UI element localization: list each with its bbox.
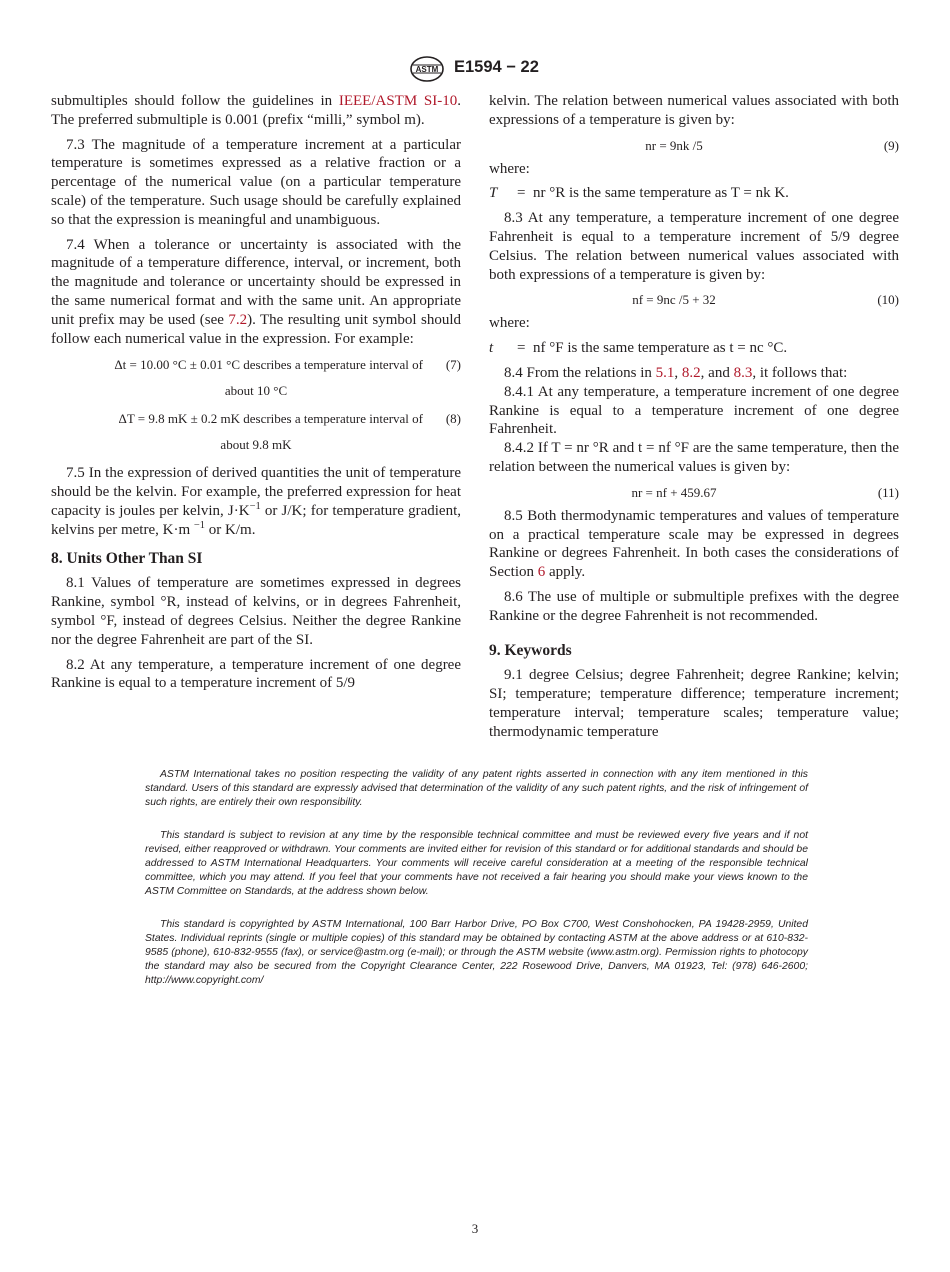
where-label-1: where:	[489, 160, 530, 177]
equation-9-text: nr = 9nk /5	[645, 137, 703, 153]
revision-notice: This standard is subject to revision at any time by the responsible technical committee and must be reviewed every five years and if not revised, either reapproved or withdrawn. Your comments are invited either for revision of this standard or for additional standards and should be addressed to ASTM International Headquarters. Your comments will receive careful consideration at a meeting of the responsible technical committee, which you may attend. If you feel that your comments have not received a fair hearing you should make your views known to the ASTM Committee on Standards, at the address shown below.	[145, 830, 808, 897]
left-column	[51, 92, 461, 699]
paragraph-8-6: 8.6 The use of multiple or submultiple prefixes with the degree Rankine or the degree Fahrenheit is not recommended.	[489, 588, 899, 624]
equation-10	[489, 290, 899, 310]
equation-10-text: nf = 9nc /5 + 32	[632, 292, 716, 308]
astm-logo-icon	[409, 56, 445, 82]
equation-11-text: nr = nf + 459.67	[631, 484, 717, 500]
where-label-2: where:	[489, 315, 530, 332]
equation-7	[51, 356, 461, 374]
equation-8-text: ΔT = 9.8 mK ± 0.2 mK describes a temperature interval of	[118, 411, 423, 427]
equation-8	[51, 410, 461, 428]
paragraph-8-4: 8.4 From the relations in 5.1, 8.2, and 8.3, it follows that:	[504, 364, 848, 381]
standard-designation: E1594 − 22	[454, 58, 539, 76]
paragraph-9-1: 9.1 degree Celsius; degree Fahrenheit; degree Rankine; kelvin; SI; temperature; temperature difference; temperature increment; temperature interval; temperature scales; temperature value; thermodynamic temperature	[489, 667, 899, 740]
where-definition-1: T = nr °R is the same temperature as T = nk K.	[489, 185, 789, 202]
equation-11-number: (11)	[877, 484, 899, 500]
link-section-8-2[interactable]: 8.2	[681, 364, 701, 381]
section-heading-8: 8. Units Other Than SI	[51, 549, 203, 567]
equation-8-number: (8)	[445, 411, 461, 427]
paragraph-7-5: 7.5 In the expression of derived quantities the unit of temperature should be the kelvin. For example, the preferred expression for heat capacity is joules per kelvin, $J\cdot K^{-1}$ or J/K; for temperature gradient, kelvins per metre, K·m $^{-1}$ or K/m.	[51, 465, 461, 538]
paragraph-7-2-continued: submultiples should follow the guidelines in IEEE/ASTM SI-10. The preferred submultiple is 0.001 (prefix “milli,” symbol m).	[51, 93, 461, 128]
copyright-notice: This standard is copyrighted by ASTM International, 100 Barr Harbor Drive, PO Box C700, West Conshohocken, PA 19428-2959, United States. Individual reprints (single or multiple copies) of this standard may be obtained by contacting ASTM at the above address or at 610-832-9585 (phone), 610-832-9555 (fax), or service@astm.org (e-mail); or through the ASTM website (www.astm.org). Permission rights to photocopy the standard may also be secured from the Copyright Clearance Center, 222 Rosewood Drive, Danvers, MA 01923, Tel: (978) 646-2600; http://www.copyright.com/	[145, 919, 808, 986]
right-column	[489, 92, 899, 748]
paragraph-8-4-1: 8.4.1 At any temperature, a temperature increment of one degree Rankine is equal to a temperature increment of one degree Fahrenheit.	[489, 383, 899, 438]
paragraph-8-5: 8.5 Both thermodynamic temperatures and values of temperature on a practical temperature scale may be expressed in degrees Rankine or degrees Fahrenheit. In both cases the considerations of Section 6 apply.	[489, 507, 899, 581]
patent-notice: ASTM International takes no position respecting the validity of any patent rights asserted in connection with any item mentioned in this standard. Users of this standard are expressly advised that determination of the validity of any such patent rights, and the risk of infringement of such rights, are entirely their own responsibility.	[145, 769, 808, 808]
equation-7-text: Δt = 10.00 °C ± 0.01 °C describes a temperature interval of	[114, 357, 423, 373]
link-section-7-2[interactable]: 7.2	[228, 311, 248, 328]
page-number: 3	[471, 1221, 479, 1236]
equation-8-continued: about 9.8 mK	[220, 437, 292, 453]
equation-9-number: (9)	[883, 137, 899, 153]
astm-logo-text: ASTM	[415, 65, 439, 74]
link-section-5-1[interactable]: 5.1	[655, 364, 675, 381]
equation-7-continued: about 10 °C	[224, 383, 288, 399]
link-section-8-3[interactable]: 8.3	[733, 364, 753, 381]
section-heading-9: 9. Keywords	[489, 641, 572, 659]
where-definition-2: t = nf °F is the same temperature as t = nc °C.	[489, 340, 788, 357]
equation-7-number: (7)	[445, 357, 461, 373]
paragraph-8-3: 8.3 At any temperature, a temperature increment of one degree Fahrenheit is equal to a temperature increment of 5/9 degree Celsius. The relation between numerical values associated with both expressions of a temperature is given by:	[489, 210, 899, 283]
paragraph-7-3: 7.3 The magnitude of a temperature increment at a particular temperature is sometimes expressed as a relative fraction or a percentage of the numerical value (on a particular temperature scale) of the temperature. Such usage should be carefully explained so that the expression is meaningful and unambiguous.	[51, 136, 461, 228]
paragraph-8-2-continued: kelvin. The relation between numerical values associated with both expressions of a temperature is given by:	[489, 93, 899, 128]
paragraph-8-4-2: 8.4.2 If T = nr °R and t = nf °F are the same temperature, then the relation between the numerical values is given by:	[489, 440, 899, 475]
equation-11	[489, 483, 899, 503]
link-ieee-astm-si-10[interactable]: IEEE/ASTM SI-10	[338, 93, 458, 109]
paragraph-7-4: 7.4 When a tolerance or uncertainty is associated with the magnitude of a temperature difference, interval, or increment, both the magnitude and tolerance or uncertainty should be expressed in the same numerical format and with the same unit. An appropriate unit prefix may be used (see 7.2). The resulting unit symbol should follow each numerical value in the expression. For example:	[51, 236, 461, 347]
page-header	[0, 56, 950, 84]
paragraph-8-1: 8.1 Values of temperature are sometimes expressed in degrees Rankine, symbol °R, instead of kelvins, or in degrees Fahrenheit, symbol °F, instead of degrees Celsius. Neither the degree Rankine nor the degree Fahrenheit are part of the SI.	[51, 575, 461, 648]
equation-10-number: (10)	[877, 292, 899, 308]
paragraph-8-2: 8.2 At any temperature, a temperature increment of one degree Rankine is equal to a temperature increment of 5/9	[51, 656, 461, 692]
link-section-6[interactable]: 6	[537, 564, 546, 581]
equation-9	[489, 136, 899, 156]
